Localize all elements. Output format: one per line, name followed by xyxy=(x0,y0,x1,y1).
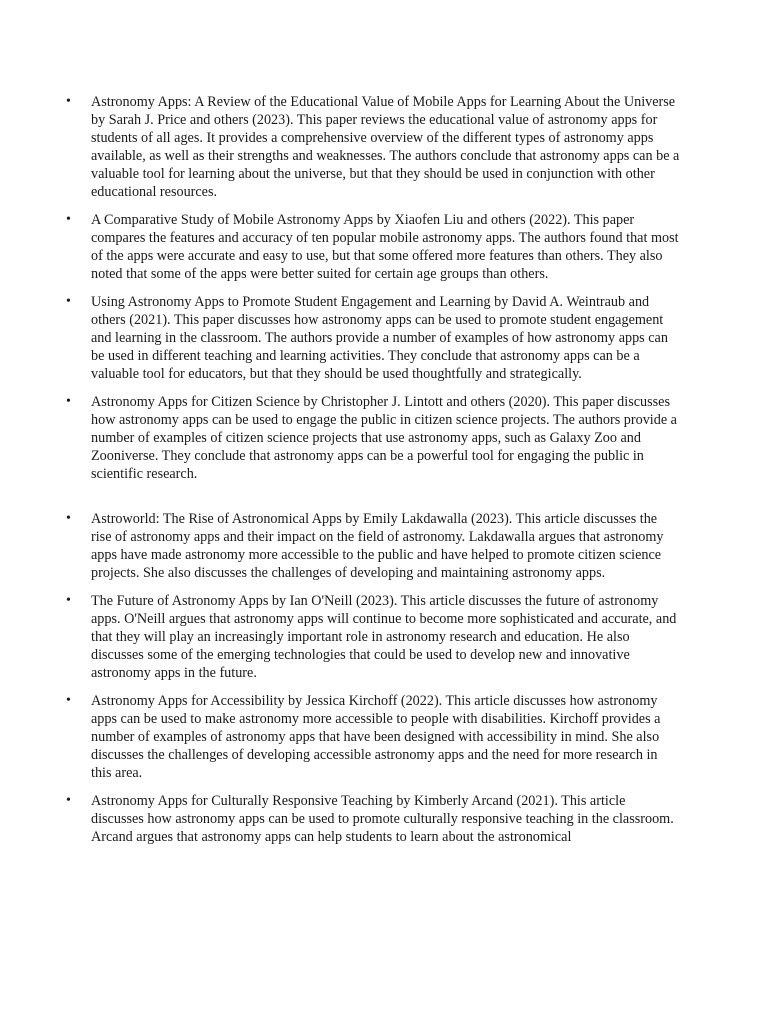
list-item-text: The Future of Astronomy Apps by Ian O'Neill (2023). This article discusses the future of astronomy apps. O'Neill argues that astronomy apps will continue to become more sophisticated and accurate, and that they will play an increasingly important role in astronomy research and education. He also discusses some of the emerging technologies that could be used to develop new and innovative astronomy apps in the future. xyxy=(91,593,677,681)
bullet-icon: • xyxy=(66,294,71,309)
bullet-icon: • xyxy=(66,511,71,526)
list-item xyxy=(66,510,680,582)
list-item xyxy=(66,592,680,682)
bullet-icon: • xyxy=(66,212,71,227)
list-item-text: Astronomy Apps for Accessibility by Jessica Kirchoff (2022). This article discusses how astronomy apps can be used to make astronomy more accessible to people with disabilities. Kirchoff provides a number of examples of astronomy apps that have been designed with accessibility in mind. She also discusses the challenges of developing accessible astronomy apps and the need for more research in this area. xyxy=(91,693,661,781)
bullet-icon: • xyxy=(66,693,71,708)
list-item xyxy=(66,293,680,383)
list-item-text: A Comparative Study of Mobile Astronomy Apps by Xiaofen Liu and others (2022). This paper compares the features and accuracy of ten popular mobile astronomy apps. The authors found that most of the apps were accurate and easy to use, but that some offered more features than others. They also noted that some of the apps were better suited for certain age groups than others. xyxy=(91,212,679,282)
list-item xyxy=(66,211,680,283)
bullet-icon: • xyxy=(66,394,71,409)
bullet-icon: • xyxy=(66,793,71,808)
list-item-text: Astronomy Apps for Citizen Science by Christopher J. Lintott and others (2020). This paper discusses how astronomy apps can be used to engage the public in citizen science projects. The authors provide a number of examples of citizen science projects that use astronomy apps, such as Galaxy Zoo and Zooniverse. They conclude that astronomy apps can be a powerful tool for engaging the public in scientific research. xyxy=(91,394,677,482)
list-item xyxy=(66,692,680,782)
list-item-text: Astronomy Apps for Culturally Responsive Teaching by Kimberly Arcand (2021). This article discusses how astronomy apps can be used to promote culturally responsive teaching in the classroom. Arcand argues that astronomy apps can help students to learn about the astronomical xyxy=(91,793,674,845)
list-item-text: Using Astronomy Apps to Promote Student Engagement and Learning by David A. Weintraub and others (2021). This paper discusses how astronomy apps can be used to promote student engagement and learning in the classroom. The authors provide a number of examples of how astronomy apps can be used in different teaching and learning activities. They conclude that astronomy apps can be a valuable tool for educators, but that they should be used thoughtfully and strategically. xyxy=(91,294,668,382)
bullet-icon: • xyxy=(66,94,71,109)
reference-list xyxy=(66,93,680,856)
list-item xyxy=(66,792,680,846)
list-item-text: Astroworld: The Rise of Astronomical Apps by Emily Lakdawalla (2023). This article discusses the rise of astronomy apps and their impact on the field of astronomy. Lakdawalla argues that astronomy apps have made astronomy more accessible to the public and have helped to promote citizen science projects. She also discusses the challenges of developing and maintaining astronomy apps. xyxy=(91,511,664,581)
list-item xyxy=(66,393,680,483)
bullet-icon: • xyxy=(66,593,71,608)
list-item xyxy=(66,93,680,201)
list-item-text: Astronomy Apps: A Review of the Educational Value of Mobile Apps for Learning About the Universe by Sarah J. Price and others (2023). This paper reviews the educational value of astronomy apps for students of all ages. It provides a comprehensive overview of the different types of astronomy apps available, as well as their strengths and weaknesses. The authors conclude that astronomy apps can be a valuable tool for learning about the universe, but that they should be used in conjunction with other educational resources. xyxy=(91,94,680,200)
